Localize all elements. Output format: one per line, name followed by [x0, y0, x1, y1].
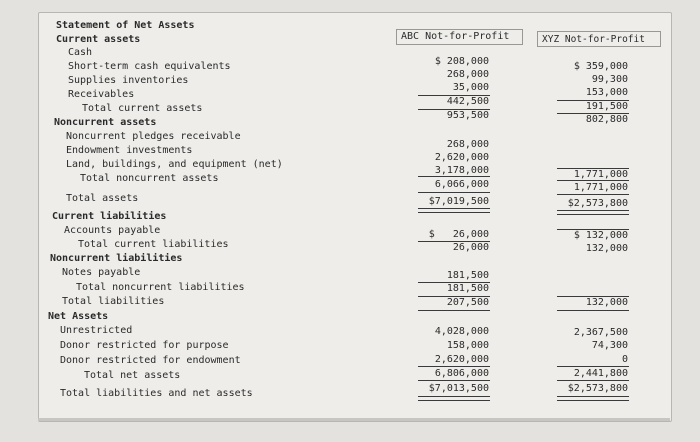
abc-value: $7,013,500	[428, 383, 489, 394]
xyz-value: 1,771,000	[573, 182, 628, 193]
abc-value: 26,000	[452, 242, 489, 253]
underline	[418, 176, 490, 177]
row-label: Total liabilities	[62, 296, 165, 307]
row-label: Supplies inventories	[68, 75, 189, 86]
xyz-value: 0	[621, 354, 628, 365]
abc-value: 268,000	[446, 69, 489, 80]
sheet-bottom-edge	[38, 418, 670, 421]
xyz-column-header: XYZ Not-for-Profit	[542, 34, 645, 45]
underline	[557, 366, 629, 367]
row-label: Accounts payable	[64, 225, 161, 236]
row-label: Short-term cash equivalents	[68, 61, 231, 72]
underline	[557, 194, 629, 195]
abc-value: 6,066,000	[434, 179, 489, 190]
abc-value: 35,000	[452, 82, 489, 93]
statement-title: Statement of Net Assets	[56, 20, 195, 31]
xyz-value: 191,500	[585, 101, 628, 112]
abc-value: 181,500	[446, 283, 489, 294]
row-label: Current assets	[56, 34, 141, 45]
underline	[418, 192, 490, 193]
double-underline	[418, 208, 490, 213]
abc-column-header: ABC Not-for-Profit	[401, 31, 510, 42]
xyz-value: 99,300	[591, 74, 628, 85]
row-label: Noncurrent assets	[54, 117, 157, 128]
row-label: Notes payable	[62, 267, 141, 278]
underline	[557, 180, 629, 181]
row-label: Receivables	[68, 89, 135, 100]
xyz-value: 74,300	[591, 340, 628, 351]
abc-value: 442,500	[446, 96, 489, 107]
row-label: Total assets	[66, 193, 139, 204]
underline	[557, 310, 629, 311]
row-label: Donor restricted for endowment	[60, 355, 241, 366]
xyz-value: 802,800	[585, 114, 628, 125]
underline	[418, 109, 490, 110]
row-label: Total liabilities and net assets	[60, 388, 253, 399]
xyz-value: 153,000	[585, 87, 628, 98]
row-label: Total noncurrent liabilities	[76, 282, 245, 293]
abc-value: 4,028,000	[434, 326, 489, 337]
underline	[557, 100, 629, 101]
underline	[418, 380, 490, 381]
row-label: Donor restricted for purpose	[60, 340, 229, 351]
xyz-value: 2,367,500	[573, 327, 628, 338]
xyz-value: 2,441,800	[573, 368, 628, 379]
abc-value: 953,500	[446, 110, 489, 121]
xyz-value: 132,000	[585, 297, 628, 308]
underline	[418, 310, 490, 311]
abc-value: 207,500	[446, 297, 489, 308]
double-underline	[418, 396, 490, 401]
abc-value: 268,000	[446, 139, 489, 150]
abc-value: 2,620,000	[434, 354, 489, 365]
xyz-value: $ 359,000	[573, 61, 628, 72]
row-label: Noncurrent liabilities	[50, 253, 183, 264]
abc-value: 3,178,000	[434, 165, 489, 176]
abc-value: $ 26,000	[428, 229, 489, 240]
xyz-value: 132,000	[585, 243, 628, 254]
xyz-value: $ 132,000	[573, 230, 628, 241]
row-label: Total noncurrent assets	[80, 173, 219, 184]
row-label: Noncurrent pledges receivable	[66, 131, 241, 142]
xyz-value: $2,573,800	[567, 383, 628, 394]
underline	[557, 113, 629, 114]
underline	[557, 380, 629, 381]
row-label: Total net assets	[84, 370, 181, 381]
abc-value: 6,806,000	[434, 368, 489, 379]
xyz-value: 1,771,000	[573, 169, 628, 180]
abc-value: 181,500	[446, 270, 489, 281]
abc-value: $7,019,500	[428, 196, 489, 207]
row-label: Cash	[68, 47, 93, 58]
row-label: Unrestricted	[60, 325, 133, 336]
row-label: Endowment investments	[66, 145, 193, 156]
abc-value: $ 208,000	[434, 56, 489, 67]
double-underline	[557, 396, 629, 401]
row-label: Total current assets	[82, 103, 203, 114]
abc-value: 2,620,000	[434, 152, 489, 163]
double-underline	[557, 210, 629, 215]
underline	[418, 95, 490, 96]
abc-value: 158,000	[446, 340, 489, 351]
row-label: Land, buildings, and equipment (net)	[66, 159, 283, 170]
xyz-value: $2,573,800	[567, 198, 628, 209]
row-label: Net Assets	[48, 311, 109, 322]
row-label: Total current liabilities	[78, 239, 229, 250]
row-label: Current liabilities	[52, 211, 167, 222]
underline	[418, 366, 490, 367]
